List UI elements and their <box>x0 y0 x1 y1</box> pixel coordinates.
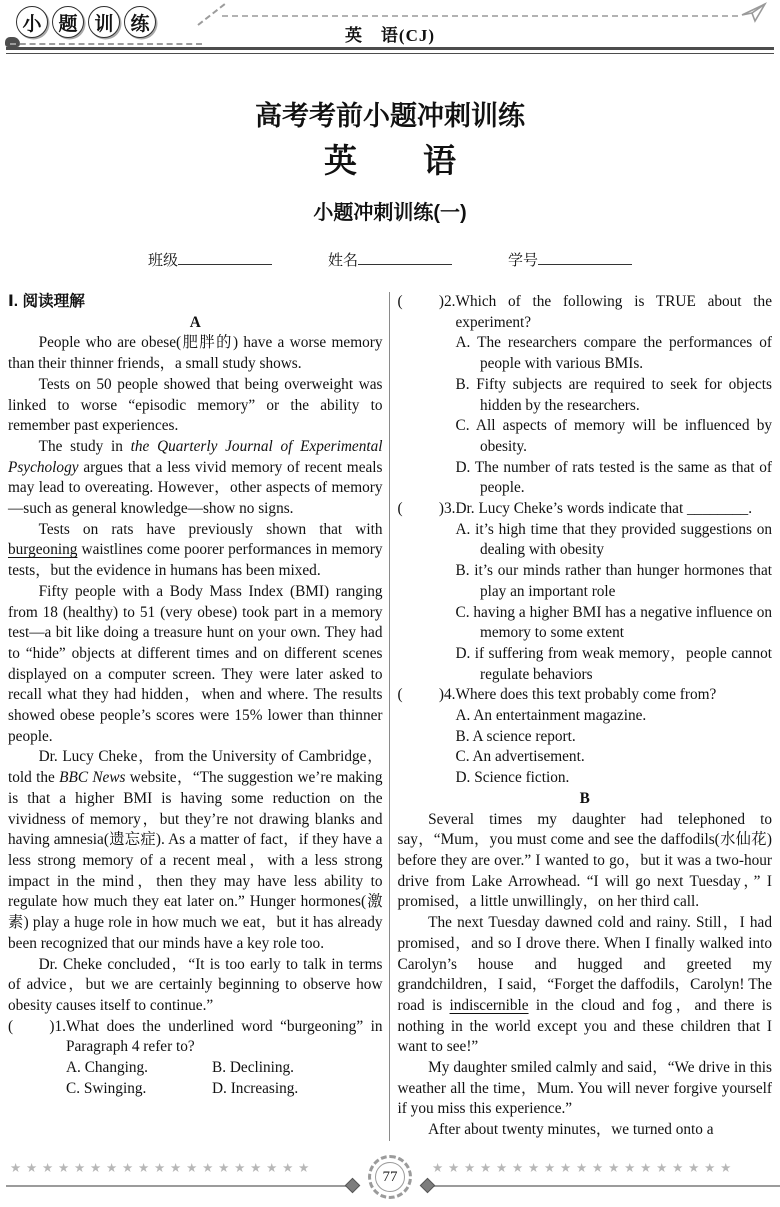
header-subject-title: 英 语(CJ) <box>344 26 436 45</box>
answer-bracket <box>398 685 456 789</box>
question-2 <box>398 292 773 499</box>
logo-char: 小 <box>16 6 48 38</box>
question-number: )1. <box>49 1017 66 1035</box>
page-header <box>0 0 780 58</box>
answer-bracket <box>398 499 456 685</box>
question-number: )3. <box>438 500 456 518</box>
option: C. All aspects of memory will be influenced by obesity. <box>455 417 772 455</box>
bracket-open: ( <box>397 686 403 704</box>
option: C. having a higher BMI has a negative influence on memory to some extent <box>455 603 772 642</box>
option: D. Increasing. <box>212 1079 299 1097</box>
option: D. if suffering from weak memory，people cannot regulate behaviors <box>455 644 772 683</box>
question-number: )4. <box>438 686 456 704</box>
option: B. Declining. <box>212 1059 294 1077</box>
page-number: 77 <box>375 1162 405 1192</box>
class-field <box>148 249 272 270</box>
page-title: 高考考前小题冲刺训练 <box>255 101 525 131</box>
option: B. Fifty subjects are required to seek for objects hidden by the researchers. <box>455 375 772 414</box>
option: A. Changing. <box>66 1059 149 1077</box>
name-blank <box>358 251 452 265</box>
page-number-badge <box>368 1155 412 1199</box>
option: D. Science fiction. <box>455 769 570 787</box>
bracket-open: ( <box>397 293 403 310</box>
passage-a-label: A <box>189 313 201 331</box>
passage-b-paragraph: Several times my daughter had telephoned to say，“Mum，you must come and see the daffodils(水仙花) before they are over.” I wanted to go，but it was a two-hour drive from Lake Arrowhead. “I will go next Tuesday，” I promised，a little unwillingly，on her third call. <box>397 810 772 911</box>
bracket-open: ( <box>397 500 403 518</box>
question-text: Dr. Lucy Cheke’s words indicate that ________. <box>455 500 753 518</box>
options-grid <box>66 1058 383 1099</box>
question-4 <box>398 685 773 789</box>
content-columns <box>0 292 780 1141</box>
page-footer <box>0 1157 780 1197</box>
series-logo <box>16 6 160 38</box>
passage-a-paragraph: Fifty people with a Body Mass Index (BMI) ranging from 18 (healthy) to 51 (very obese) took part in a memory test—a bit like doing a treasure hunt on your own. They had to “hide” objects at different times and on different scenes displayed on a computer screen. They were later asked to recall what they had hidden，when and where. The results showed obese people’s scores were 15% lower than thinner people. <box>8 582 383 745</box>
footer-rule-left <box>6 1185 352 1187</box>
star-row-left: ★★★★★★★★★★★★★★★★★★★ <box>10 1160 315 1175</box>
option: A. The researchers compare the performances of people with various BMIs. <box>455 334 772 373</box>
passage-b-paragraph: My daughter smiled calmly and said，“We drive in this weather all the time，Mum. You will never forgive yourself if you miss this experience.” <box>397 1059 772 1118</box>
left-column <box>6 292 389 1141</box>
student-info-row <box>0 249 780 270</box>
question-text: What does the underlined word “burgeoning” in Paragraph 4 refer to? <box>66 1017 383 1056</box>
passage-b-paragraph: After about twenty minutes，we turned onto a <box>428 1121 714 1139</box>
option: D. The number of rats tested is the same as that of people. <box>455 458 772 497</box>
option: C. Swinging. <box>66 1079 147 1097</box>
reading-section-heading: Ⅰ. 阅读理解 <box>8 293 85 310</box>
header-double-rule <box>6 47 774 54</box>
option: A. An entertainment magazine. <box>455 707 647 725</box>
passage-b-label: B <box>579 789 590 807</box>
passage-a-paragraph: Dr. Cheke concluded，“It is too early to talk in terms of advice，but we are certainly beginning to observe how obesity causes itself to continue.” <box>8 955 383 1014</box>
question-text: Where does this text probably come from? <box>455 686 717 704</box>
name-field <box>328 249 452 270</box>
passage-a-paragraph: People who are obese(肥胖的) have a worse memory than their thinner friends，a small study shows. <box>8 334 383 373</box>
footer-rule-right <box>428 1185 780 1187</box>
option: C. An advertisement. <box>455 748 585 766</box>
diamond-icon <box>420 1178 436 1194</box>
header-dashed-line <box>222 15 738 17</box>
option: A. it’s high time that they provided suggestions on dealing with obesity <box>455 520 772 559</box>
option: B. it’s our minds rather than hunger hormones that play an important role <box>455 562 772 600</box>
id-blank <box>538 251 632 265</box>
answer-bracket <box>8 1017 66 1100</box>
logo-char: 训 <box>88 6 120 38</box>
bracket-open: ( <box>8 1017 14 1035</box>
passage-a-paragraph: Dr. Lucy Cheke，from the University of Cambridge，told the BBC News website，“The suggestion we’re making is that a higher BMI is having some reduction on the vividness of memory，but they’re not drawing blanks and having amnesia(遗忘症). As a matter of fact，if they have a less strong memory of a recent meal，with a less strong impact in the mind，then they may have less ability to regulate how much they eat later on.” Hunger hormones(激素) play a huge role in how much we eat，but it has already been recognized that our minds have a key role too. <box>8 748 383 952</box>
class-blank <box>178 251 272 265</box>
diamond-icon <box>345 1178 361 1194</box>
subject-title: 英 语 <box>324 144 456 180</box>
id-field <box>508 249 632 270</box>
id-label: 学号 <box>508 253 539 269</box>
right-column <box>390 292 775 1141</box>
question-text: Which of the following is TRUE about the experiment? <box>455 293 772 331</box>
class-label: 班级 <box>147 253 178 269</box>
option: B. A science report. <box>455 727 576 745</box>
question-number: )2. <box>438 293 456 310</box>
logo-char: 练 <box>124 6 156 38</box>
passage-b-paragraph: The next Tuesday dawned cold and rainy. Still，I had promised，and so I drove there. When I finally walked into Carolyn’s house and hugged and greeted my grandchildren，I said，“Forget the daffodils，Carolyn! The road is indiscernible in the cloud and fog，and there is nothing in the world except you and these children that I want to see!” <box>397 914 772 1056</box>
answer-bracket <box>398 292 456 499</box>
question-1 <box>8 1017 383 1100</box>
passage-a-paragraph: Tests on 50 people showed that being overweight was linked to worse “episodic memory” or the ability to remember past experiences. <box>8 375 383 435</box>
name-label: 姓名 <box>327 253 358 269</box>
logo-char: 题 <box>52 6 84 38</box>
star-row-right: ★★★★★★★★★★★★★★★★★★★ <box>432 1160 737 1175</box>
section-title: 小题冲刺训练(一) <box>313 202 467 224</box>
passage-a-paragraph: The study in the Quarterly Journal of Experimental Psychology argues that a less vivid memory of recent meals may lead to overeating. However，other aspects of memory—such as general knowledge—show no signs. <box>8 437 383 518</box>
passage-a-paragraph: Tests on rats have previously shown that with burgeoning waistlines come poorer performances in memory tests，but the evidence in humans has been mixed. <box>8 520 383 580</box>
question-3 <box>398 499 773 685</box>
